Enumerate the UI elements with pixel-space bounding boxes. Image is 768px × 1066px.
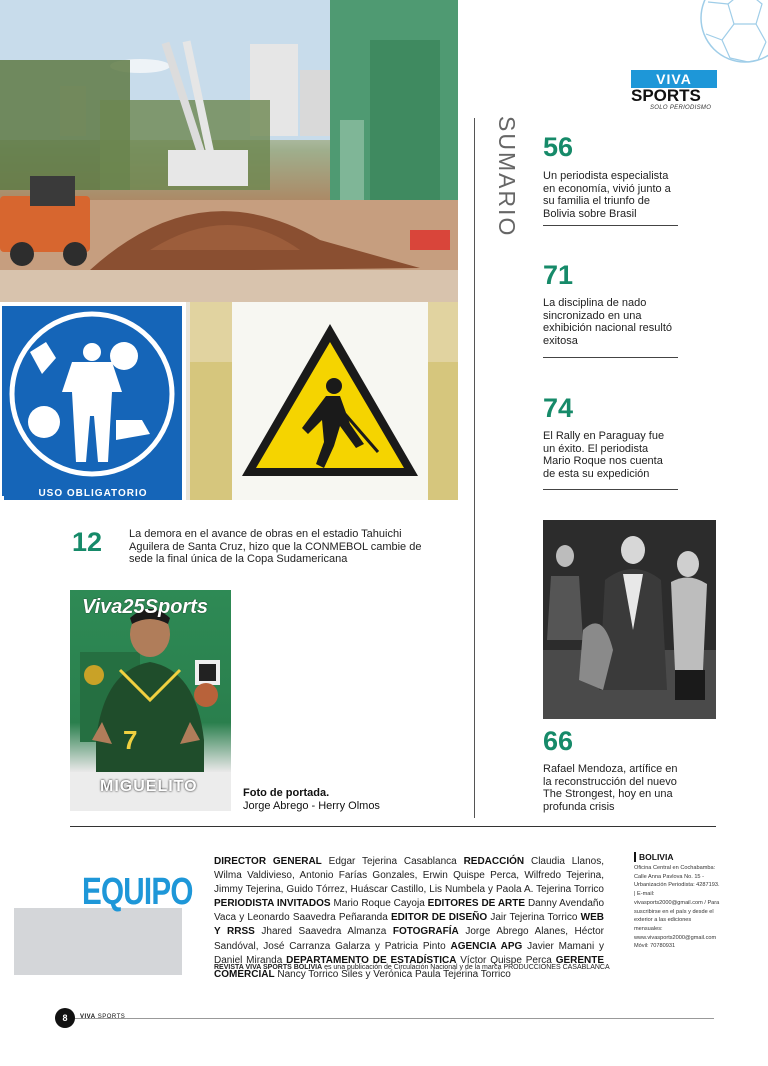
equipo-title: EQUIPO [82, 871, 193, 913]
page-number: 8 [55, 1008, 75, 1028]
sumario-text-74: El Rally en Paraguay fue un éxito. El periodista Mario Roque nos cuenta de esta su expedición [543, 430, 665, 480]
footer-line [55, 1018, 714, 1019]
staff-names: Danny Avendaño Vaca y Leonardo Saavedra Peñaranda [214, 898, 605, 924]
sumario-text-66: Rafael Mendoza, artífice en la reconstrucción del nuevo The Strongest, hoy en una profunda crisis [543, 763, 678, 813]
staff-role: EDITORES DE ARTE [427, 898, 526, 910]
section-divider [70, 826, 716, 827]
brand-viva: VIVA [631, 70, 717, 88]
revista-text: es una publicación de Circulación Nacional y de la marca PRODUCCIONES CASABLANCA [324, 964, 610, 971]
sumario-divider [474, 118, 475, 818]
sumario-page-74[interactable]: 74 [543, 393, 574, 423]
staff-role: PERIODISTA INVITADOS [214, 898, 331, 910]
sumario-page-56[interactable]: 56 [543, 132, 574, 162]
staff-role: DIRECTOR GENERAL [214, 856, 322, 867]
brand-sports: SPORTS [631, 86, 701, 105]
cover-masthead: Viva25Sports [82, 596, 208, 618]
safety-signs-photo [0, 302, 458, 500]
staff-names: Mario Roque Cayoja [333, 898, 425, 910]
rafael-mendoza-photo [543, 520, 716, 719]
staff-role: FOTOGRAFÍA [392, 926, 459, 938]
feature-text: La demora en el avance de obras en el estadio Tahuichi Aguilera de Santa Cruz, hizo que la CONMEBOL cambie de sede la final única de la Copa Sudamericana [129, 528, 422, 565]
contact-info: Oficina Central en Cochabamba: Calle Anna Pavlova No. 15 - Urbanización Periodista: 4287193. | E-mail: vivasports2000@gmail.com / Para suscribirse en el país y desde el exterior a las ediciones mensuales: www.vivasports2000@gmail.com Móvil: 70780931 [634, 865, 720, 950]
staff-names: Jorge Abrego Alanes, Héctor Sandóval, José Carranza Galarza y Patricia Pinto [214, 926, 604, 952]
staff-role: REDACCIÓN [463, 856, 525, 867]
construction-photo [0, 0, 458, 302]
cover-credit-names: Jorge Abrego - Herry Olmos [243, 800, 380, 812]
footer-brand-viva: VIVA [80, 1014, 96, 1020]
sumario-title: SUMARIO [494, 116, 520, 238]
staff-names: Jhared Saavedra Almanza [261, 926, 387, 938]
sumario-page-71[interactable]: 71 [543, 260, 574, 290]
footer-brand [80, 1014, 125, 1020]
cover-credit-title: Foto de portada. [243, 787, 330, 799]
revista-label: REVISTA VIVA SPORTS BOLIVIA [214, 964, 323, 971]
staff-names: Claudia Llanos, Wilma Valdivieso, Antonio Farías Gonzales, Erwin Quispe Perca, Wilfredo Tejerina, Jimmy Tejerina, Guido Tórrez, Huáscar Castillo, Lis Numbela y Paola A. Tejerina Torrico [214, 856, 604, 896]
staff-names: Víctor Quispe Perca [460, 954, 552, 966]
sumario-text-56: Un periodista especialista en economía, vivió junto a su familia el triunfo de Bolivia sobre Brasil [543, 170, 671, 220]
sumario-text-71: La disciplina de nado sincronizado en una exhibición nacional resultó exitosa [543, 297, 673, 347]
feature-page-12[interactable]: 12 [72, 527, 103, 557]
sumario-rule [543, 225, 678, 226]
brand-tagline: SOLO PERIODISMO [650, 105, 712, 111]
staff-names: Jair Tejerina Torrico [490, 912, 578, 924]
cover-player-name: MIGUELITO [100, 778, 198, 795]
sumario-rule [543, 489, 678, 490]
staff-names: Javier Mamani y Daniel Miranda [214, 940, 604, 966]
staff-names: Edgar Tejerina Casablanca [328, 856, 457, 867]
country-label: BOLIVIA [634, 852, 725, 862]
staff-role: DEPARTAMENTO DE ESTADÍSTICA [286, 954, 457, 966]
sumario-rule [543, 357, 678, 358]
staff-credits [214, 855, 604, 982]
staff-role: GERENTE COMERCIAL [214, 954, 605, 980]
revista-note [214, 964, 614, 971]
cover-jersey-number: 7 [123, 725, 138, 755]
sumario-page-66[interactable]: 66 [543, 726, 574, 756]
equipo-background [14, 908, 182, 975]
staff-names: Nancy Torrico Siles y Verónica Paula Tejerina Torrico [277, 968, 511, 980]
staff-role: WEB Y RRSS [214, 912, 604, 938]
staff-role: AGENCIA APG [450, 940, 523, 952]
soccer-ball-graphic [700, 0, 768, 70]
footer-brand-sports: SPORTS [97, 1014, 126, 1020]
staff-role: EDITOR DE DISEÑO [390, 912, 488, 924]
mandatory-sign-text: USO OBLIGATORIO [4, 488, 182, 500]
